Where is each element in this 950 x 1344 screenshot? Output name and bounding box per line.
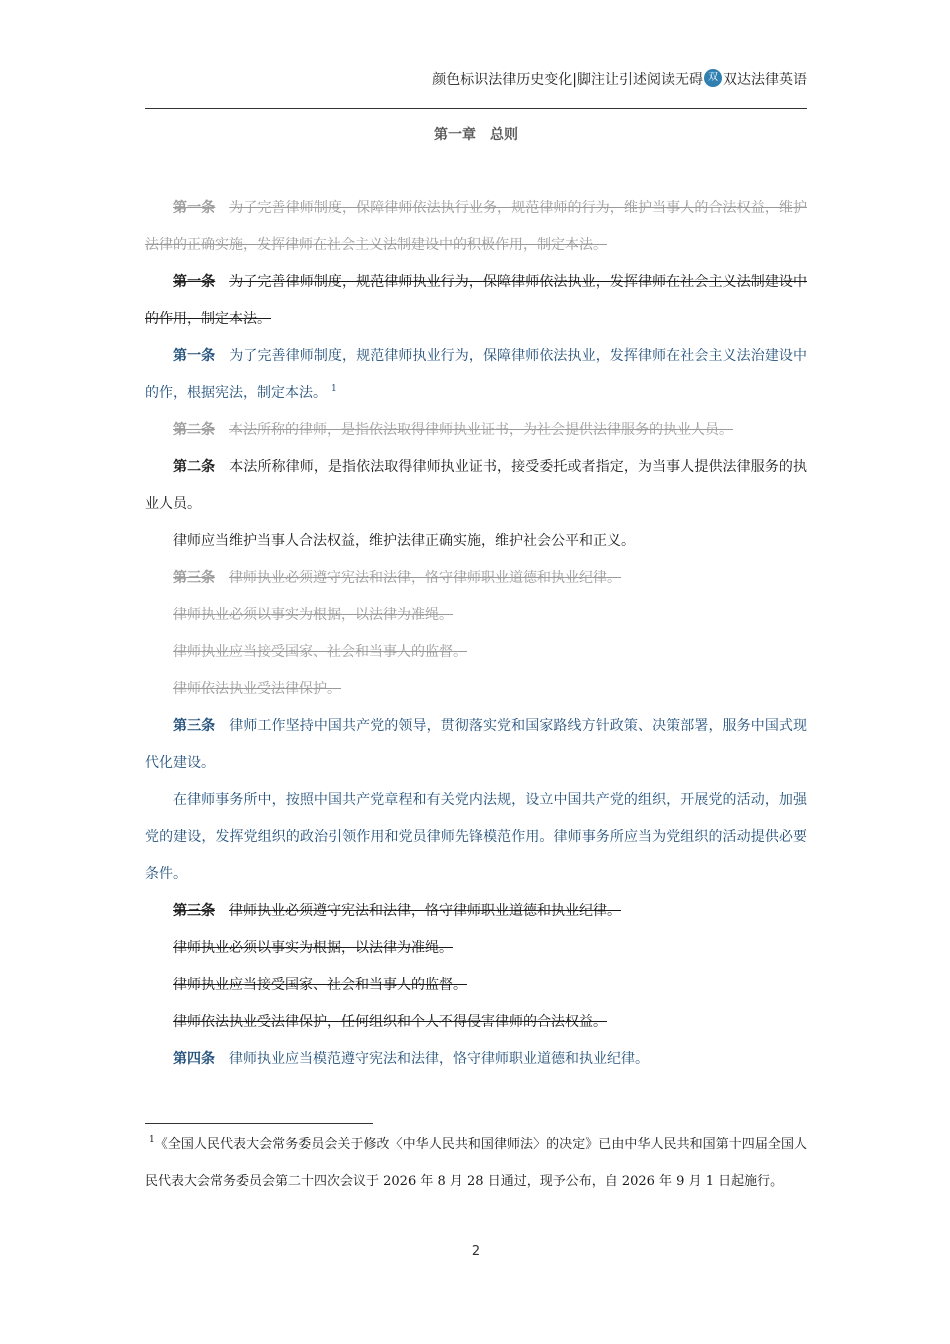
page-number: 2 [471,1244,481,1259]
article-number: 第三条 [173,903,215,919]
article-text: 在律师事务所中，按照中国共产党章程和有关党内法规，设立中国共产党的组织，开展党的活动，加强党的建设，发挥党组织的政治引领作用和党员律师先锋模范作用。律师事务所应当为党组织的活动提供必要条件。 [145,792,807,882]
article-text: 律师执业必须遵守宪法和法律，恪守律师职业道德和执业纪律。 [229,903,621,919]
article-text: 本法所称的律师，是指依法取得律师执业证书，为社会提供法律服务的执业人员。 [229,422,733,438]
article-number: 第一条 [173,274,216,290]
article-number: 第四条 [173,1051,215,1067]
article-paragraph [145,634,807,671]
footnote-number: 1 [149,1135,155,1145]
article-text: 律师依法执业受法律保护。 [173,681,341,697]
article-paragraph [145,560,807,597]
footnote-reference[interactable]: 1 [331,384,337,394]
page-header [145,64,807,96]
article-paragraph [145,449,807,523]
article-paragraph [145,671,807,708]
article-text: 为了完善律师制度，规范律师执业行为，保障律师依法执业，发挥律师在社会主义法制建设中的作用，制定本法。 [145,274,807,327]
article-text: 律师工作坚持中国共产党的领导，贯彻落实党和国家路线方针政策、决策部署，服务中国式现代化建设。 [145,718,807,771]
article-number: 第一条 [173,200,216,216]
footnote-text: 《全国人民代表大会常务委员会关于修改〈中华人民共和国律师法〉的决定》已由中华人民共和国第十四届全国人民代表大会常务委员会第二十四次会议于 2026 年 8 月 28 日通过，现予公布，自 2026 年 9 月 1 日起施行。 [145,1137,807,1189]
article-text: 律师执业应当接受国家、社会和当事人的监督。 [173,977,467,993]
article-paragraph [145,708,807,782]
article-paragraph [145,967,807,1004]
article-paragraph [145,523,807,560]
footnote [145,1126,807,1200]
article-number: 第一条 [173,348,216,364]
article-text: 本法所称律师，是指依法取得律师执业证书，接受委托或者指定，为当事人提供法律服务的执业人员。 [145,459,807,512]
article-paragraph [145,338,807,412]
article-text: 为了完善律师制度，规范律师执业行为，保障律师依法执业，发挥律师在社会主义法治建设中的作，根据宪法，制定本法。 [145,348,807,401]
article-paragraph [145,190,807,264]
article-text: 律师执业必须以事实为根据，以法律为准绳。 [173,940,453,956]
article-number: 第三条 [173,718,216,734]
article-paragraph [145,893,807,930]
article-paragraph [145,1041,807,1078]
article-number: 第二条 [173,422,215,438]
article-text: 律师执业应当模范遵守宪法和法律，恪守律师职业道德和执业纪律。 [229,1051,649,1067]
article-text: 为了完善律师制度，保障律师依法执行业务，规范律师的行为，维护当事人的合法权益，维护法律的正确实施，发挥律师在社会主义法制建设中的积极作用，制定本法。 [145,200,807,253]
chapter-title: 第一章 总则 [434,127,518,143]
header-text: 颜色标识法律历史变化|脚注让引述阅读无碍 [432,72,703,88]
article-paragraph [145,782,807,893]
article-text: 律师执业必须遵守宪法和法律，恪守律师职业道德和执业纪律。 [229,570,621,586]
article-text: 律师依法执业受法律保护，任何组织和个人不得侵害律师的合法权益。 [173,1014,607,1030]
brand-logo-icon: 双 [704,69,722,87]
article-text: 律师应当维护当事人合法权益，维护法律正确实施，维护社会公平和正义。 [173,533,635,549]
article-text: 律师执业应当接受国家、社会和当事人的监督。 [173,644,467,660]
article-paragraph [145,597,807,634]
header-brand: 双达法律英语 [723,72,807,88]
article-number: 第三条 [173,570,215,586]
header-divider [145,108,807,109]
footnote-divider [145,1123,373,1124]
article-text: 律师执业必须以事实为根据，以法律为准绳。 [173,607,453,623]
article-paragraph [145,1004,807,1041]
article-paragraph [145,264,807,338]
document-body [145,190,807,1078]
article-number: 第二条 [173,459,216,475]
article-paragraph [145,412,807,449]
article-paragraph [145,930,807,967]
